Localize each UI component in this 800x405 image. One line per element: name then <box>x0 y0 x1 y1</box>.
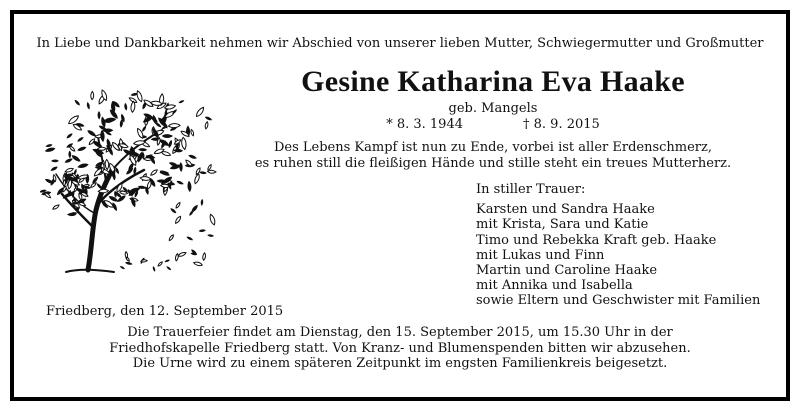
mourner-line: mit Lukas und Finn <box>476 247 605 263</box>
mourner-line: sowie Eltern und Geschwister mit Familien <box>476 293 761 309</box>
place-and-date: Friedberg, den 12. September 2015 <box>46 304 284 319</box>
birth-date: * 8. 3. 1944 <box>386 117 463 132</box>
service-line-1: Die Trauerfeier findet am Dienstag, den 15. September 2015, um 15.30 Uhr in der <box>127 325 673 340</box>
mourner-line: mit Krista, Sara und Katie <box>476 217 649 233</box>
mourner-line: mit Annika und Isabella <box>476 278 633 294</box>
mourner-line: Martin und Caroline Haake <box>476 263 658 279</box>
service-line-2: Friedhofskapelle Friedberg statt. Von Kranz- und Blumenspenden bitten wir abzusehen. <box>109 340 691 356</box>
mourner-line: Timo und Rebekka Kraft geb. Haake <box>476 232 717 248</box>
mourner-line: Karsten und Sandra Haake <box>476 202 655 218</box>
mourners-heading: In stiller Trauer: <box>476 182 586 197</box>
intro-text: In Liebe und Dankbarkeit nehmen wir Abschied von unserer lieben Mutter, Schwiegermutter und Großmutter <box>36 36 764 51</box>
mourners-block <box>476 182 760 309</box>
windblown-tree-icon <box>40 78 220 278</box>
service-info <box>14 325 786 372</box>
verse-line-1: Des Lebens Kampf ist nun zu Ende, vorbei ist aller Erdenschmerz, <box>273 140 713 155</box>
death-date: † 8. 9. 2015 <box>523 117 600 132</box>
deceased-name: Gesine Katharina Eva Haake <box>301 65 685 98</box>
life-dates <box>200 117 786 132</box>
birth-name: geb. Mangels <box>448 101 538 116</box>
verse-line-2: es ruhen still die fleißigen Hände und stille steht ein treues Mutterherz. <box>254 156 732 171</box>
service-line-3: Die Urne wird zu einem späteren Zeitpunkt im engsten Familienkreis beigesetzt. <box>132 356 668 371</box>
